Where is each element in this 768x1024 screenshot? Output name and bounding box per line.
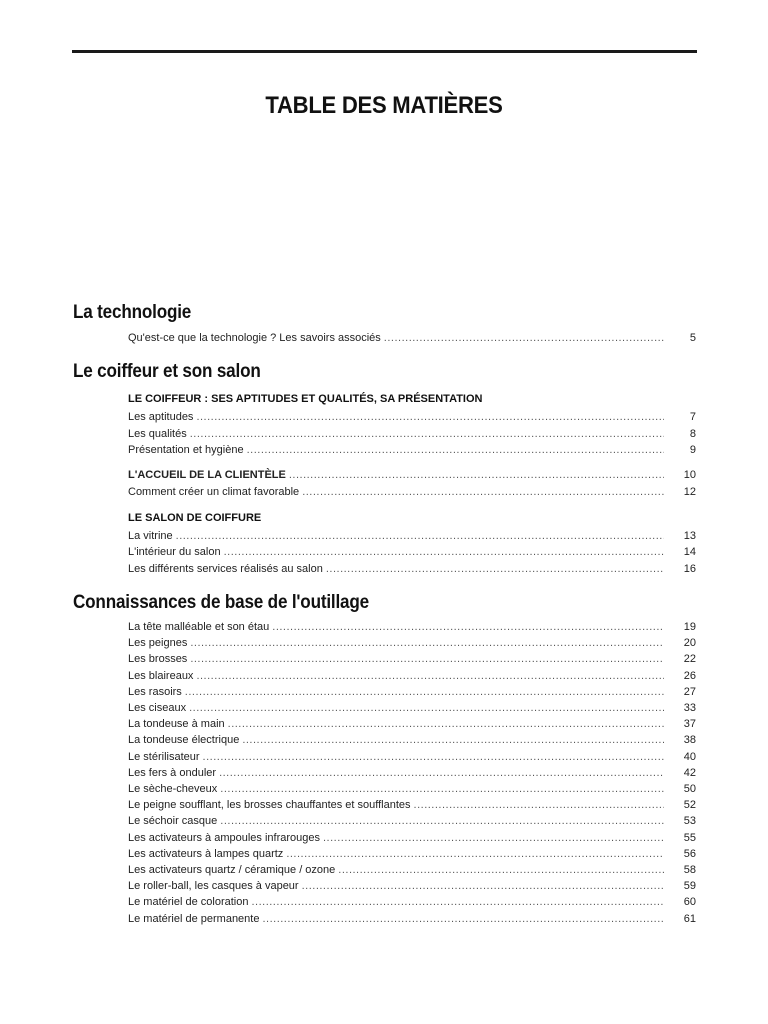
leader-dots [338, 864, 664, 876]
toc-entry-page: 33 [683, 702, 696, 714]
section-heading-technologie: La technologie [73, 302, 192, 323]
toc-entry-page: 14 [683, 546, 696, 558]
toc-entry-label: Le matériel de permanente [128, 913, 260, 925]
toc-entry-page: 16 [683, 563, 696, 575]
toc-entry-label: Le sèche-cheveux [128, 783, 218, 795]
toc-entry-page: 8 [689, 428, 696, 440]
toc-entry-page: 22 [683, 653, 696, 665]
toc-entry-label: L'intérieur du salon [128, 546, 221, 558]
toc-entry[interactable] [128, 486, 696, 500]
toc-entry-page: 40 [683, 751, 696, 763]
leader-dots [196, 670, 664, 682]
leader-dots [228, 718, 664, 730]
top-rule [72, 50, 697, 53]
leader-dots [224, 546, 664, 558]
toc-entry[interactable] [128, 332, 696, 346]
toc-entry-page: 10 [683, 469, 696, 481]
toc-entry-label: Les blaireaux [128, 670, 194, 682]
toc-entry-label: Le matériel de coloration [128, 896, 249, 908]
leader-dots [326, 563, 664, 575]
toc-entry-page: 27 [683, 686, 696, 698]
toc-entry[interactable] [128, 670, 696, 684]
toc-entry-accueil[interactable] [128, 469, 696, 483]
leader-dots [323, 832, 664, 844]
section-heading-coiffeur-salon: Le coiffeur et son salon [73, 361, 261, 382]
leader-dots [220, 783, 664, 795]
toc-entry[interactable] [128, 767, 696, 781]
toc-entry-page: 9 [689, 444, 696, 456]
section-heading-outillage: Connaissances de base de l'outillage [73, 592, 369, 613]
toc-entry-label: La tête malléable et son étau [128, 621, 270, 633]
toc-entry[interactable] [128, 896, 696, 910]
toc-entry-page: 53 [683, 815, 696, 827]
toc-entry-label: Les activateurs quartz / céramique / ozone [128, 864, 336, 876]
toc-entry[interactable] [128, 832, 696, 846]
leader-dots [414, 799, 664, 811]
toc-entry-label: Les activateurs à ampoules infrarouges [128, 832, 320, 844]
toc-entry[interactable] [128, 563, 696, 577]
toc-entry-page: 42 [683, 767, 696, 779]
leader-dots [176, 530, 664, 542]
toc-entry-label: Le peigne soufflant, les brosses chauffantes et soufflantes [128, 799, 411, 811]
toc-entry-label: Présentation et hygiène [128, 444, 244, 456]
toc-entry-page: 60 [683, 896, 696, 908]
toc-entry-label: Les fers à onduler [128, 767, 217, 779]
toc-entry-label: Les qualités [128, 428, 187, 440]
toc-entry-page: 58 [683, 864, 696, 876]
leader-dots [251, 896, 664, 908]
leader-dots [196, 411, 664, 423]
leader-dots [242, 734, 664, 746]
toc-entry[interactable] [128, 546, 696, 560]
toc-entry[interactable] [128, 653, 696, 667]
leader-dots [219, 767, 664, 779]
toc-entry-page: 52 [683, 799, 696, 811]
leader-dots [190, 428, 664, 440]
toc-entry-page: 5 [689, 332, 696, 344]
toc-entry-page: 26 [683, 670, 696, 682]
toc-entry[interactable] [128, 530, 696, 544]
toc-entry-page: 56 [683, 848, 696, 860]
leader-dots [185, 686, 664, 698]
toc-entry[interactable] [128, 751, 696, 765]
toc-entry-label: L'ACCUEIL DE LA CLIENTÈLE [128, 469, 286, 481]
leader-dots [247, 444, 664, 456]
toc-entry[interactable] [128, 702, 696, 716]
toc-entry-label: Les aptitudes [128, 411, 194, 423]
leader-dots [189, 702, 664, 714]
toc-entry[interactable] [128, 913, 696, 927]
toc-entry-label: Les activateurs à lampes quartz [128, 848, 284, 860]
toc-entry-page: 37 [683, 718, 696, 730]
leader-dots [220, 815, 664, 827]
toc-entry-page: 61 [683, 913, 696, 925]
toc-entry[interactable] [128, 783, 696, 797]
toc-entry-label: Le stérilisateur [128, 751, 200, 763]
toc-entry-page: 12 [683, 486, 696, 498]
toc-entry-label: La tondeuse à main [128, 718, 225, 730]
toc-entry-label: Les rasoirs [128, 686, 182, 698]
toc-entry[interactable] [128, 734, 696, 748]
toc-entry[interactable] [128, 815, 696, 829]
leader-dots [286, 848, 664, 860]
toc-entry-page: 38 [683, 734, 696, 746]
toc-entry-label: La vitrine [128, 530, 173, 542]
leader-dots [203, 751, 664, 763]
toc-entry-page: 55 [683, 832, 696, 844]
toc-entry-page: 13 [683, 530, 696, 542]
leader-dots [289, 469, 664, 481]
toc-entry[interactable] [128, 848, 696, 862]
toc-entry-page: 19 [683, 621, 696, 633]
toc-entry[interactable] [128, 411, 696, 425]
sub-heading-coiffeur: LE COIFFEUR : SES APTITUDES ET QUALITÉS, SA PRÉSENTATION [128, 393, 483, 405]
toc-entry-label: Les peignes [128, 637, 188, 649]
toc-entry[interactable] [128, 880, 696, 894]
toc-entry[interactable] [128, 799, 696, 813]
toc-entry[interactable] [128, 444, 696, 458]
leader-dots [272, 621, 664, 633]
toc-entry-page: 59 [683, 880, 696, 892]
toc-entry[interactable] [128, 718, 696, 732]
toc-entry[interactable] [128, 621, 696, 635]
leader-dots [190, 653, 664, 665]
toc-entry[interactable] [128, 428, 696, 442]
toc-entry[interactable] [128, 637, 696, 651]
toc-entry-label: Le roller-ball, les casques à vapeur [128, 880, 299, 892]
toc-entry-label: Les brosses [128, 653, 188, 665]
leader-dots [262, 913, 664, 925]
toc-entry-page: 20 [683, 637, 696, 649]
toc-entry-label: Le séchoir casque [128, 815, 218, 827]
page-title: TABLE DES MATIÈRES [265, 92, 503, 119]
toc-entry-label: Comment créer un climat favorable [128, 486, 300, 498]
leader-dots [302, 880, 664, 892]
toc-entry-label: Qu'est-ce que la technologie ? Les savoirs associés [128, 332, 381, 344]
toc-entry-page: 7 [689, 411, 696, 423]
leader-dots [302, 486, 664, 498]
toc-entry-label: Les différents services réalisés au salon [128, 563, 323, 575]
leader-dots [190, 637, 664, 649]
toc-entry-label: Les ciseaux [128, 702, 187, 714]
leader-dots [384, 332, 664, 344]
toc-entry-label: La tondeuse électrique [128, 734, 240, 746]
toc-entry-page: 50 [683, 783, 696, 795]
toc-entry[interactable] [128, 864, 696, 878]
toc-entry[interactable] [128, 686, 696, 700]
sub-heading-salon: LE SALON DE COIFFURE [128, 512, 262, 524]
